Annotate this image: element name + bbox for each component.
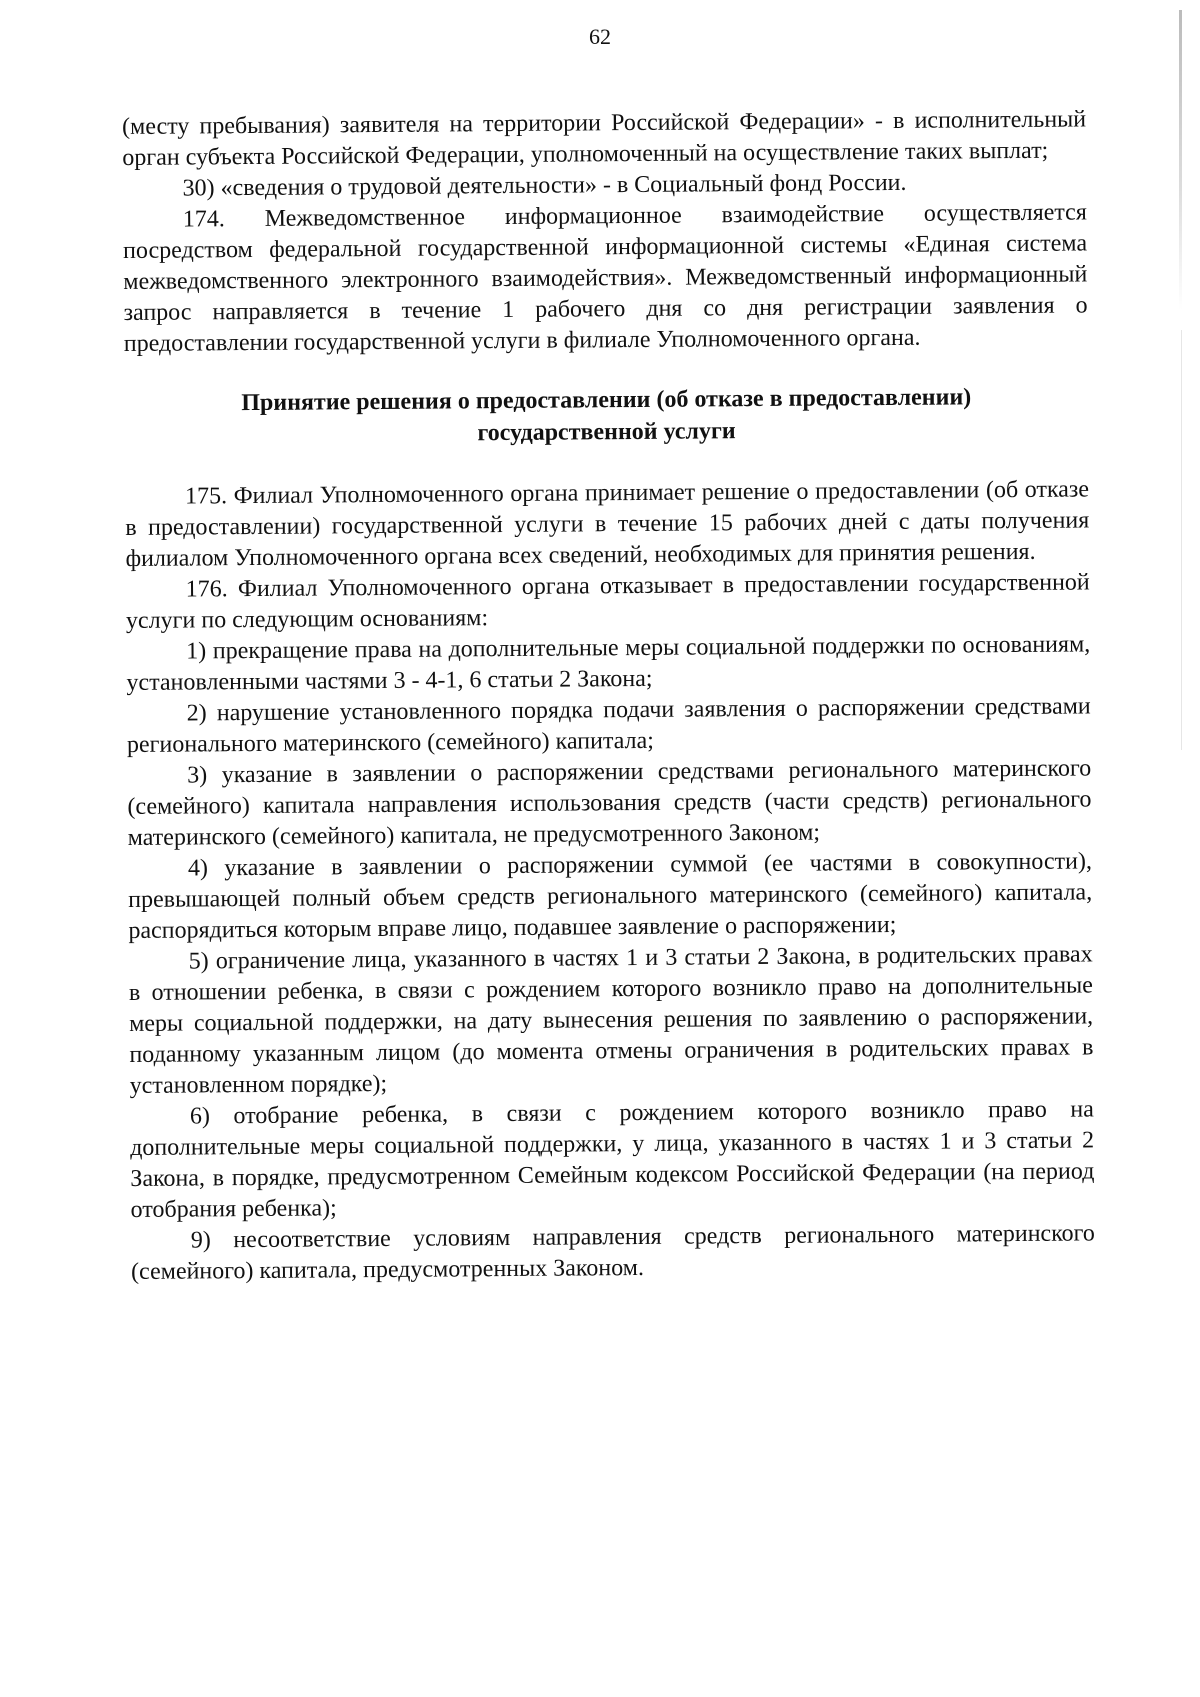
- section-heading: Принятие решения о предоставлении (об отказе в предоставлении) государственной услуги: [241, 384, 972, 447]
- scan-edge-mark: [1179, 10, 1182, 310]
- list-item: 3) указание в заявлении о распоряжении средствами регионального материнского (семейного) капитала направления использования средств (части средств) регионального материнского (семейного) капитала, не предусмотренного Законом;: [127, 755, 1092, 851]
- list-item: 1) прекращение права на дополнительные меры социальной поддержки по основаниям, установленными частями 3 - 4-1, 6 статьи 2 Закона;: [126, 631, 1091, 696]
- paragraph: 174. Межведомственное информационное взаимодействие осуществляется посредством федеральной государственной информационной системы «Единая система межведомственного электронного взаимодействия». Межведомственный информационный запрос направляется в течение 1 рабочего дня со дня регистрации заявления о предоставлении государственной услуги в филиале Уполномоченного органа.: [122, 199, 1088, 357]
- list-item: 9) несоответствие условиям направления средств регионального материнского (семейного) капитала, предусмотренных Законом.: [131, 1220, 1095, 1285]
- list-item: 6) отобрание ребенка, в связи с рождением которого возникло право на дополнительные меры социальной поддержки, у лица, указанного в частях 1 и 3 статьи 2 Закона, в порядке, предусмотренном Семейным кодексом Российской Федерации (на период отобрания ребенка);: [130, 1096, 1095, 1223]
- list-item: 2) нарушение установленного порядка подачи заявления о распоряжении средствами регионального материнского (семейного) капитала;: [126, 693, 1091, 758]
- paragraph: 30) «сведения о трудовой деятельности» - в Социальный фонд России.: [182, 169, 907, 202]
- scan-edge-mark: [1181, 330, 1182, 750]
- document-body: [122, 104, 1095, 1288]
- list-item: 5) ограничение лица, указанного в частях 1 и 3 статьи 2 Закона, в родительских правах в отношении ребенка, в связи с рождением которого возникло право на дополнительные меры социальной поддержки, на дату вынесения решения по заявлению о распоряжении, поданному указанным лицом (до момента отмены ограничения в родительских правах в установленном порядке);: [128, 941, 1094, 1099]
- page-number: 62: [589, 24, 611, 49]
- paragraph: 176. Филиал Уполномоченного органа отказывает в предоставлении государственной услуги по следующим основаниям:: [125, 569, 1090, 634]
- list-item: 4) указание в заявлении о распоряжении суммой (ее частями в совокупности), превышающей полный объем средств регионального материнского (семейного) капитала, распорядиться которым вправе лицо, подавшее заявление о распоряжении;: [128, 848, 1093, 944]
- paragraph: 175. Филиал Уполномоченного органа принимает решение о предоставлении (об отказе в предоставлении) государственной услуги в течение 15 рабочих дней с даты получения филиалом Уполномоченного органа всех сведений, необходимых для принятия решения.: [125, 476, 1090, 572]
- paragraph: (месту пребывания) заявителя на территории Российской Федерации» - в исполнительный орган субъекта Российской Федерации, уполномоченный на осуществление таких выплат;: [122, 106, 1087, 171]
